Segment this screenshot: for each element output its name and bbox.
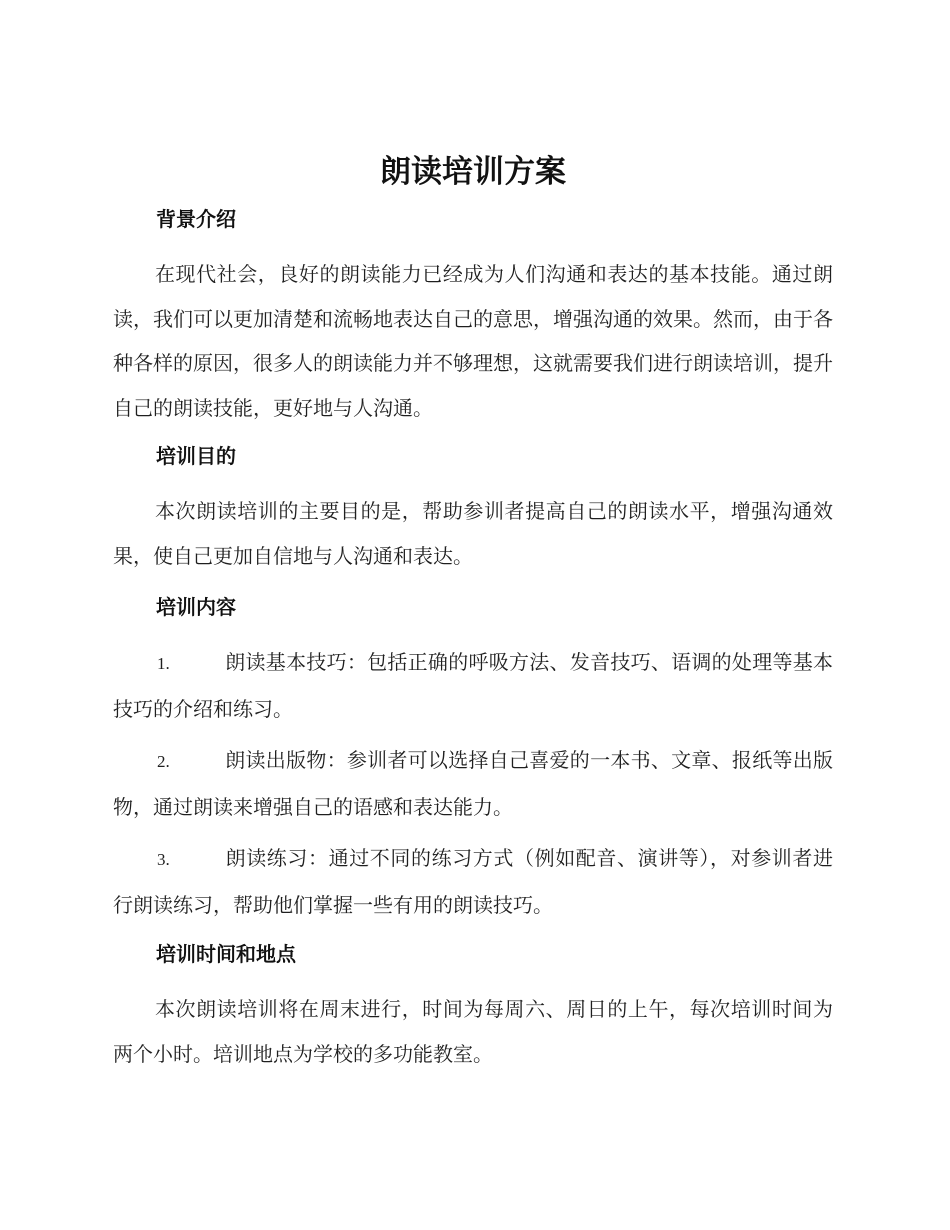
- list-item-number: 1.: [157, 654, 170, 673]
- document-title: 朗读培训方案: [380, 154, 566, 190]
- section-body-background: 在现代社会，良好的朗读能力已经成为人们沟通和表达的基本技能。通过朗读，我们可以更加清楚和流畅地表达自己的意思，增强沟通的效果。然而，由于各种各样的原因，很多人的朗读能力并不够理想，这就需要我们进行朗读培训，提升自己的朗读技能，更好地与人沟通。: [113, 262, 833, 420]
- list-item-text: 朗读出版物：参训者可以选择自己喜爱的一本书、文章、报纸等出版物，通过朗读来增强自己的语感和表达能力。: [113, 748, 833, 819]
- list-item-number: 3.: [157, 850, 170, 869]
- list-item: [113, 836, 833, 927]
- section-body-time-place: 本次朗读培训将在周末进行，时间为每周六、周日的上午，每次培训时间为两个小时。培训地点为学校的多功能教室。: [113, 997, 833, 1066]
- list-item-text: 朗读基本技巧：包括正确的呼吸方法、发音技巧、语调的处理等基本技巧的介绍和练习。: [113, 650, 833, 721]
- section-heading-purpose: 培训目的: [156, 444, 236, 468]
- list-item-text: 朗读练习：通过不同的练习方式（例如配音、演讲等），对参训者进行朗读练习，帮助他们掌握一些有用的朗读技巧。: [113, 846, 833, 917]
- section-heading-content: 培训内容: [156, 595, 236, 619]
- list-item: [113, 640, 833, 731]
- section-heading-time-place: 培训时间和地点: [156, 942, 296, 966]
- list-item: [113, 738, 833, 829]
- list-item-number: 2.: [157, 752, 170, 771]
- section-heading-background: 背景介绍: [156, 207, 236, 231]
- section-body-purpose: 本次朗读培训的主要目的是，帮助参训者提高自己的朗读水平，增强沟通效果，使自己更加自信地与人沟通和表达。: [113, 499, 833, 568]
